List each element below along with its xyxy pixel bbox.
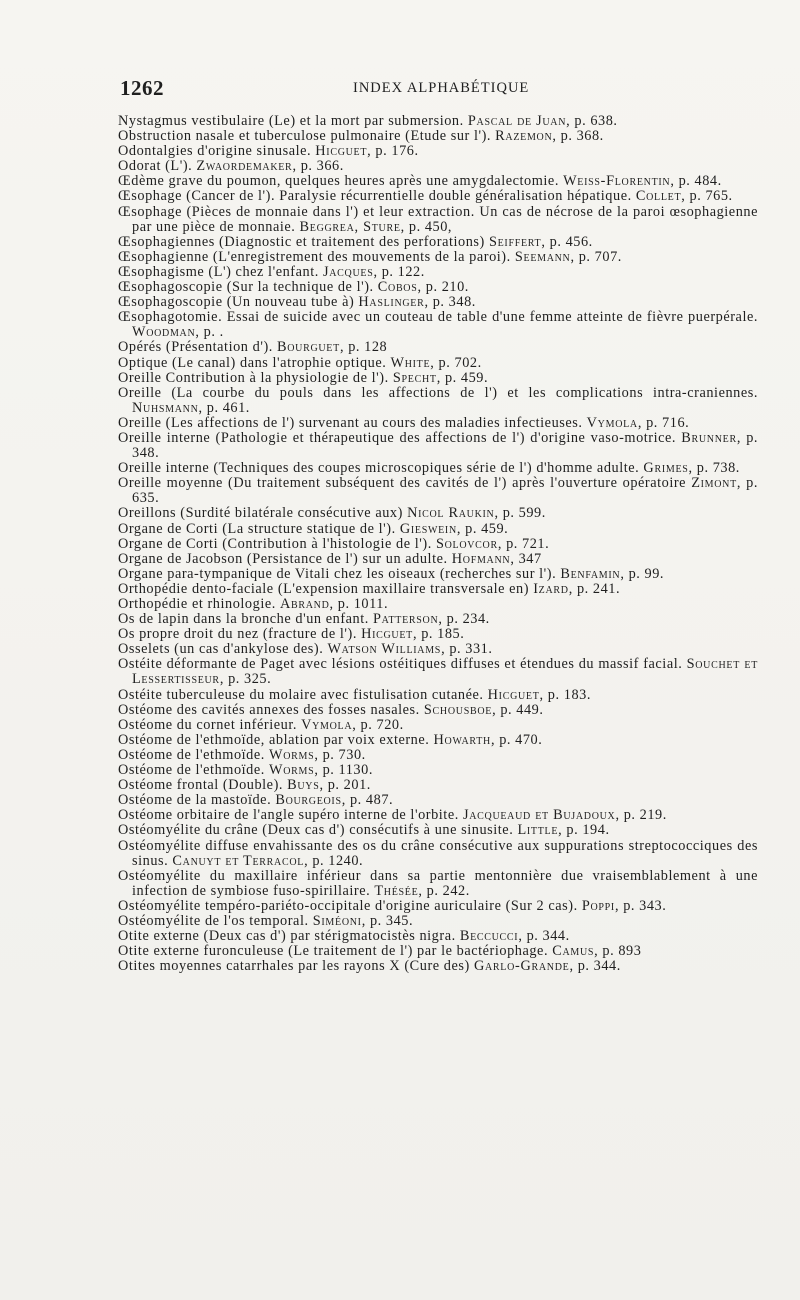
entry-author: Benfamin <box>560 565 621 582</box>
index-entry: Oreille interne (Techniques des coupes microscopiques série de l') d'homme adulte. Grimes, p. 738. <box>118 460 740 477</box>
entry-author: Canuyt et Terracol <box>172 852 305 869</box>
index-entry: Oreille (Les affections de l') survenant au cours des maladies infectieuses. Vymola, p. 716. <box>118 414 690 431</box>
index-entry: Œsophagisme (L') chez l'enfant. Jacques, p. 122. <box>118 263 425 280</box>
entry-page-ref: p. 99. <box>628 565 665 582</box>
entry-author: Poppi <box>581 897 615 914</box>
index-entry: Ostéomyélite de l'os temporal. Siméoni, p. 345. <box>118 912 414 929</box>
index-entry: Oreille interne (Pathologie et thérapeutique des affections de l') d'origine vaso-motrice. Brunner, p. 348. <box>118 429 759 462</box>
entry-page-ref: p. 638. <box>574 113 618 129</box>
entry-page-ref: p. 730. <box>322 746 366 763</box>
entry-author: Pascal de Juan <box>467 113 567 129</box>
entry-title: Œsophagotomie. Essai de suicide avec un couteau de table d'une femme atteinte de fièvre puerpérale. <box>118 309 758 326</box>
entry-title: Ostéome de l'ethmoïde. <box>118 762 265 779</box>
index-entry: Ostéome de l'ethmoïde, ablation par voix externe. Howarth, p. 470. <box>118 731 543 748</box>
entry-author: Thésée <box>374 882 419 899</box>
index-entry: Ostéome frontal (Double). Buys, p. 201. <box>118 777 371 794</box>
index-entry: Œsophagoscopie (Sur la technique de l'). Cobos, p. 210. <box>118 279 469 296</box>
index-entry: Otite externe (Deux cas d') par stérigmatocistès nigra. Beccucci, p. 344. <box>118 928 570 945</box>
index-entry: Organe de Jacobson (Persistance de l') sur un adulte. Hofmann, 347 <box>118 550 542 567</box>
entry-page-ref: p. 765. <box>689 188 733 205</box>
entry-page-ref: p. 721. <box>506 535 550 552</box>
entry-page-ref: p. 487. <box>349 792 394 809</box>
entry-title: Os de lapin dans la bronche d'un enfant. <box>118 611 369 628</box>
entry-page-ref: p. 183. <box>547 686 591 703</box>
index-entry: Ostéome de l'ethmoïde. Worms, p. 730. <box>118 746 366 763</box>
entry-title: Otites moyennes catarrhales par les rayons X (Cure des) <box>118 958 470 975</box>
index-entry: Organe de Corti (Contribution à l'histologie de l'). Solovcor, p. 721. <box>118 535 550 552</box>
entry-page-ref: p. 241. <box>576 580 621 597</box>
entry-author: Watson Williams <box>327 641 442 658</box>
index-entry: Ostéome de la mastoïde. Bourgeois, p. 487. <box>118 792 394 809</box>
entry-title: Obstruction nasale et tuberculose pulmonaire (Etude sur l'). <box>118 128 492 145</box>
entry-author: Vymola <box>586 414 638 431</box>
index-entry: Odorat (L'). Zwaordemaker, p. 366. <box>118 158 344 175</box>
entry-page-ref: p. 325. <box>228 671 272 688</box>
entry-title: Oreille moyenne (Du traitement subséquent des cavités de l') après l'ouverture opératoire <box>118 475 687 492</box>
entry-title: Ostéome de la mastoïde. <box>118 792 272 809</box>
entry-title: Œdème grave du poumon, quelques heures après une amygdalectomie. <box>118 173 559 190</box>
entry-author: Beccucci <box>459 928 519 945</box>
entry-author: White <box>390 354 431 371</box>
entry-title: Opérés (Présentation d'). <box>118 339 273 356</box>
entry-page-ref: p. 368. <box>560 128 604 145</box>
entry-page-ref: p. 450, <box>408 218 453 235</box>
entry-page-ref: p. 461. <box>206 399 250 416</box>
entry-author: Zimont <box>691 475 737 492</box>
entry-title: Ostéomyélite de l'os temporal. <box>118 912 309 929</box>
entry-page-ref: p. 210. <box>425 279 469 296</box>
entry-title: Organe de Corti (La structure statique de l'). <box>118 520 396 537</box>
entry-author: Brunner <box>681 429 737 446</box>
entry-title: Œsophagoscopie (Un nouveau tube à) <box>118 294 355 311</box>
entry-author: Seemann <box>514 248 571 265</box>
entry-page-ref: p. 599. <box>502 505 546 522</box>
index-entry: Otite externe furonculeuse (Le traitement de l') par le bactériophage. Camus, p. 893 <box>118 943 642 960</box>
entry-title: Odorat (L'). <box>118 158 193 175</box>
entry-page-ref: p. 1011. <box>337 596 389 612</box>
entry-author: Beggrea, Sture <box>299 218 401 235</box>
entry-page-ref: p. 348. <box>132 429 759 462</box>
entry-author: Camus <box>552 943 595 960</box>
entry-author: Hicguet <box>487 686 540 703</box>
entry-title: Ostéomyélite du crâne (Deux cas d') consécutifs à une sinusite. <box>118 822 514 839</box>
index-entry: Oreille (La courbe du pouls dans les affections de l') et les complications intra-craniennes. Nuhsmann, p. 461. <box>118 384 758 416</box>
entry-page-ref: p. . <box>203 324 224 341</box>
entry-page-ref: p. 635. <box>132 475 758 507</box>
entry-page-ref: p. 122. <box>381 263 425 280</box>
entry-page-ref: p. 194. <box>566 822 610 839</box>
entry-page-ref: p. 331. <box>449 641 493 658</box>
index-entry: Orthopédie et rhinologie. Abrand, p. 1011. <box>118 596 389 612</box>
entry-title: Ostéome du cornet inférieur. <box>118 716 297 733</box>
entry-title: Œsophagisme (L') chez l'enfant. <box>118 263 319 280</box>
entry-title: Nystagmus vestibulaire (Le) et la mort par submersion. <box>118 113 464 129</box>
entry-page-ref: p. 707. <box>578 248 622 265</box>
entry-title: Odontalgies d'origine sinusale. <box>118 143 312 160</box>
index-entry: Ostéomyélite diffuse envahissante des os du crâne consécutive aux suppurations streptococciques des sinus. Canuyt et Terracol, p. 1240. <box>118 837 758 869</box>
index-entry: Organe para-tympanique de Vitali chez les oiseaux (recherches sur l'). Benfamin, p. 99. <box>118 565 665 582</box>
entry-author: Worms <box>269 762 315 779</box>
index-entry: Œsophagiennes (Diagnostic et traitement des perforations) Seiffert, p. 456. <box>118 233 593 250</box>
entry-author: Vymola <box>301 716 353 733</box>
index-entry: Œsophagotomie. Essai de suicide avec un couteau de table d'une femme atteinte de fièvre puerpérale. Woodman, p. . <box>118 309 758 341</box>
entry-page-ref: p. 345. <box>369 912 414 929</box>
entry-author: Patterson <box>373 611 439 628</box>
index-entry: Œsophagoscopie (Un nouveau tube à) Haslinger, p. 348. <box>118 294 476 311</box>
entry-author: Cobos <box>377 279 418 296</box>
entry-page-ref: p. 456. <box>549 233 593 250</box>
entry-title: Optique (Le canal) dans l'atrophie optique. <box>118 354 387 371</box>
index-entry: Ostéome de l'ethmoïde. Worms, p. 1130. <box>118 762 373 779</box>
entry-author: Worms <box>269 746 315 763</box>
entry-author: Nicol Raukin <box>407 505 495 522</box>
entry-page-ref: p. 128 <box>348 339 388 356</box>
entry-page-ref: p. 893 <box>602 943 642 960</box>
entry-page-ref: p. 702. <box>438 354 482 371</box>
entry-author: Abrand <box>280 596 330 612</box>
entry-page-ref: p. 176. <box>375 143 419 160</box>
entry-author: Seiffert <box>488 233 542 250</box>
entry-page-ref: p. 1240. <box>312 852 364 869</box>
running-title: INDEX ALPHABÉTIQUE <box>353 80 530 96</box>
entry-title: Ostéome des cavités annexes des fosses nasales. <box>118 701 420 718</box>
index-entry: Ostéite tuberculeuse du molaire avec fistulisation cutanée. Hicguet, p. 183. <box>118 686 591 703</box>
entry-title: Œsophage (Pièces de monnaie dans l') et leur extraction. Un cas de nécrose de la paroi œsophagienne par une pièce de monnaie. <box>118 203 758 235</box>
entry-title: Oreillons (Surdité bilatérale consécutive aux) <box>118 505 403 522</box>
index-entry: Ostéome des cavités annexes des fosses nasales. Schousboe, p. 449. <box>118 701 544 718</box>
entry-title: Oreille Contribution à la physiologie de l'). <box>118 369 389 386</box>
index-entry: Oreille Contribution à la physiologie de l'). Specht, p. 459. <box>118 369 489 386</box>
entry-title: Ostéomyélite diffuse envahissante des os du crâne consécutive aux suppurations streptococciques des sinus. <box>118 837 758 869</box>
entry-author: Hicguet <box>315 143 368 160</box>
entry-title: Ostéomyélite du maxillaire inférieur dans sa partie mentonnière due vraisemblablement à une infection de symbiose fuso-spirillaire. <box>118 867 758 899</box>
entry-author: Hofmann <box>451 550 511 567</box>
entry-author: Bourguet <box>277 339 340 356</box>
index-entry: Os propre droit du nez (fracture de l'). Hicguet, p. 185. <box>118 626 465 643</box>
index-entry: Os de lapin dans la bronche d'un enfant. Patterson, p. 234. <box>118 611 490 628</box>
index-entry: Orthopédie dento-faciale (L'expension maxillaire transversale en) Izard, p. 241. <box>118 580 621 597</box>
entry-author: Schousboe <box>423 701 493 718</box>
entry-author: Woodman <box>132 324 196 341</box>
index-entry: Opérés (Présentation d'). Bourguet, p. 128 <box>118 339 388 356</box>
entry-title: Oreille (Les affections de l') survenant au cours des maladies infectieuses. <box>118 414 583 431</box>
entry-title: Ostéite déformante de Paget avec lésions ostéitiques diffuses et étendues du massif facial. <box>118 656 683 673</box>
entry-page-ref: p. 219. <box>623 807 667 824</box>
entry-title: Otite externe furonculeuse (Le traitement de l') par le bactériophage. <box>118 943 549 960</box>
index-entry: Odontalgies d'origine sinusale. Hicguet, p. 176. <box>118 143 419 160</box>
entry-title: Organe de Jacobson (Persistance de l') sur un adulte. <box>118 550 448 567</box>
index-entry: Œdème grave du poumon, quelques heures après une amygdalectomie. Weiss-Florentin, p. 484. <box>118 173 722 190</box>
entry-title: Oreille (La courbe du pouls dans les affections de l') et les complications intra-craniennes. <box>118 384 758 401</box>
entry-page-ref: p. 201. <box>327 777 371 794</box>
index-entry: Optique (Le canal) dans l'atrophie optique. White, p. 702. <box>118 354 482 371</box>
entry-author: Izard <box>533 580 569 597</box>
entry-page-ref: p. 459. <box>444 369 489 386</box>
entry-title: Œsophage (Cancer de l'). Paralysie récurrentielle double généralisation hépatique. <box>118 188 632 205</box>
entry-page-ref: p. 738. <box>696 460 740 477</box>
entry-title: Ostéome de l'ethmoïde, ablation par voix externe. <box>118 731 430 748</box>
entry-page-ref: p. 344. <box>526 928 570 945</box>
index-entry: Nystagmus vestibulaire (Le) et la mort par submersion. Pascal de Juan, p. 638. <box>118 113 618 129</box>
entry-title: Os propre droit du nez (fracture de l'). <box>118 626 357 643</box>
page-number: 1262 <box>120 76 164 100</box>
entry-author: Hicguet <box>361 626 413 643</box>
entry-title: Oreille interne (Techniques des coupes microscopiques série de l') d'homme adulte. <box>118 460 640 477</box>
entry-author: Jacques <box>322 263 374 280</box>
entry-title: Ostéome orbitaire de l'angle supéro interne de l'orbite. <box>118 807 459 824</box>
entry-author: Howarth <box>433 731 491 748</box>
entry-page-ref: p. 242. <box>426 882 470 899</box>
entry-page-ref: p. 459. <box>465 520 509 537</box>
entry-page-ref: p. 470. <box>499 731 543 748</box>
entry-title: Ostéite tuberculeuse du molaire avec fistulisation cutanée. <box>118 686 484 703</box>
entry-author: Solovcor <box>435 535 498 552</box>
entry-author: Zwaordemaker <box>196 158 293 175</box>
index-entry: Ostéome orbitaire de l'angle supéro interne de l'orbite. Jacqueaud et Bujadoux, p. 219. <box>118 807 667 824</box>
entry-page-ref: 347 <box>518 550 542 567</box>
entry-author: Little <box>517 822 559 839</box>
entry-page-ref: p. 348. <box>432 294 476 311</box>
entry-author: Souchet et Lessertisseur <box>132 656 759 688</box>
entry-author: Gieswein <box>399 520 457 537</box>
entry-page-ref: p. 449. <box>500 701 544 718</box>
entry-page-ref: p. 716. <box>646 414 690 431</box>
entry-author: Nuhsmann <box>132 399 199 416</box>
entry-author: Collet <box>635 188 682 205</box>
index-entry: Obstruction nasale et tuberculose pulmonaire (Etude sur l'). Razemon, p. 368. <box>118 128 604 145</box>
index-entry: Œsophage (Pièces de monnaie dans l') et leur extraction. Un cas de nécrose de la paroi œsophagienne par une pièce de monnaie. Beggrea, Sture, p. 450, <box>118 203 758 235</box>
entry-title: Œsophagiennes (Diagnostic et traitement des perforations) <box>118 233 485 250</box>
entry-title: Organe de Corti (Contribution à l'histologie de l'). <box>118 535 432 552</box>
entry-page-ref: p. 484. <box>678 173 722 190</box>
index-entry: Oreille moyenne (Du traitement subséquent des cavités de l') après l'ouverture opératoire Zimont, p. 635. <box>118 475 758 507</box>
index-entry: Otites moyennes catarrhales par les rayons X (Cure des) Garlo-Grande, p. 344. <box>118 958 621 975</box>
entry-title: Ostéome de l'ethmoïde. <box>118 746 265 763</box>
entry-author: Bourgeois <box>275 792 342 809</box>
entry-author: Razemon <box>495 128 553 145</box>
entry-title: Ostéome frontal (Double). <box>118 777 284 794</box>
entry-page-ref: p. 344. <box>577 958 621 975</box>
entry-author: Buys <box>287 777 320 794</box>
entry-author: Weiss-Florentin <box>563 173 671 190</box>
entry-author: Siméoni <box>312 912 362 929</box>
index-entry: Organe de Corti (La structure statique de l'). Gieswein, p. 459. <box>118 520 509 537</box>
index-entry: Ostéomyélite du crâne (Deux cas d') consécutifs à une sinusite. Little, p. 194. <box>118 822 610 839</box>
entry-title: Osselets (un cas d'ankylose des). <box>118 641 324 658</box>
index-entry: Œsophage (Cancer de l'). Paralysie récurrentielle double généralisation hépatique. Collet, p. 765. <box>118 188 733 205</box>
entry-page-ref: p. 366. <box>300 158 344 175</box>
entry-title: Otite externe (Deux cas d') par stérigmatocistès nigra. <box>118 928 456 945</box>
entry-page-ref: p. 185. <box>421 626 465 643</box>
entry-title: Œsophagoscopie (Sur la technique de l'). <box>118 279 374 296</box>
entry-page-ref: p. 1130. <box>322 762 373 779</box>
entry-author: Specht <box>392 369 437 386</box>
entry-author: Grimes <box>643 460 689 477</box>
entry-author: Haslinger <box>358 294 425 311</box>
entry-author: Jacqueaud et Bujadoux <box>462 807 616 824</box>
index-entry: Ostéomyélite du maxillaire inférieur dans sa partie mentonnière due vraisemblablement à une infection de symbiose fuso-spirillaire. Thésée, p. 242. <box>118 867 758 899</box>
entry-author: Garlo-Grande <box>473 958 570 975</box>
entry-title: Ostéomyélite tempéro-pariéto-occipitale d'origine auriculaire (Sur 2 cas). <box>118 897 578 914</box>
entry-page-ref: p. 720. <box>360 716 404 733</box>
entry-page-ref: p. 343. <box>623 897 667 914</box>
index-entries <box>118 114 758 974</box>
page-header <box>120 76 760 100</box>
entry-title: Oreille interne (Pathologie et thérapeutique des affections de l') d'origine vaso-motrice. <box>118 429 677 446</box>
entry-title: Orthopédie dento-faciale (L'expension maxillaire transversale en) <box>118 580 530 597</box>
index-entry: Oreillons (Surdité bilatérale consécutive aux) Nicol Raukin, p. 599. <box>118 505 546 522</box>
entry-title: Œsophagienne (L'enregistrement des mouvements de la paroi). <box>118 248 511 265</box>
entry-title: Organe para-tympanique de Vitali chez les oiseaux (recherches sur l'). <box>118 565 557 582</box>
index-entry: Ostéome du cornet inférieur. Vymola, p. 720. <box>118 716 404 733</box>
index-entry: Ostéite déformante de Paget avec lésions ostéitiques diffuses et étendues du massif facial. Souchet et Lessertisseur, p. 325. <box>118 656 759 688</box>
index-entry: Osselets (un cas d'ankylose des). Watson Williams, p. 331. <box>118 641 493 658</box>
index-entry: Œsophagienne (L'enregistrement des mouvements de la paroi). Seemann, p. 707. <box>118 248 622 265</box>
entry-page-ref: p. 234. <box>446 611 490 628</box>
entry-title: Orthopédie et rhinologie. <box>118 596 276 612</box>
index-entry: Ostéomyélite tempéro-pariéto-occipitale d'origine auriculaire (Sur 2 cas). Poppi, p. 343. <box>118 897 667 914</box>
